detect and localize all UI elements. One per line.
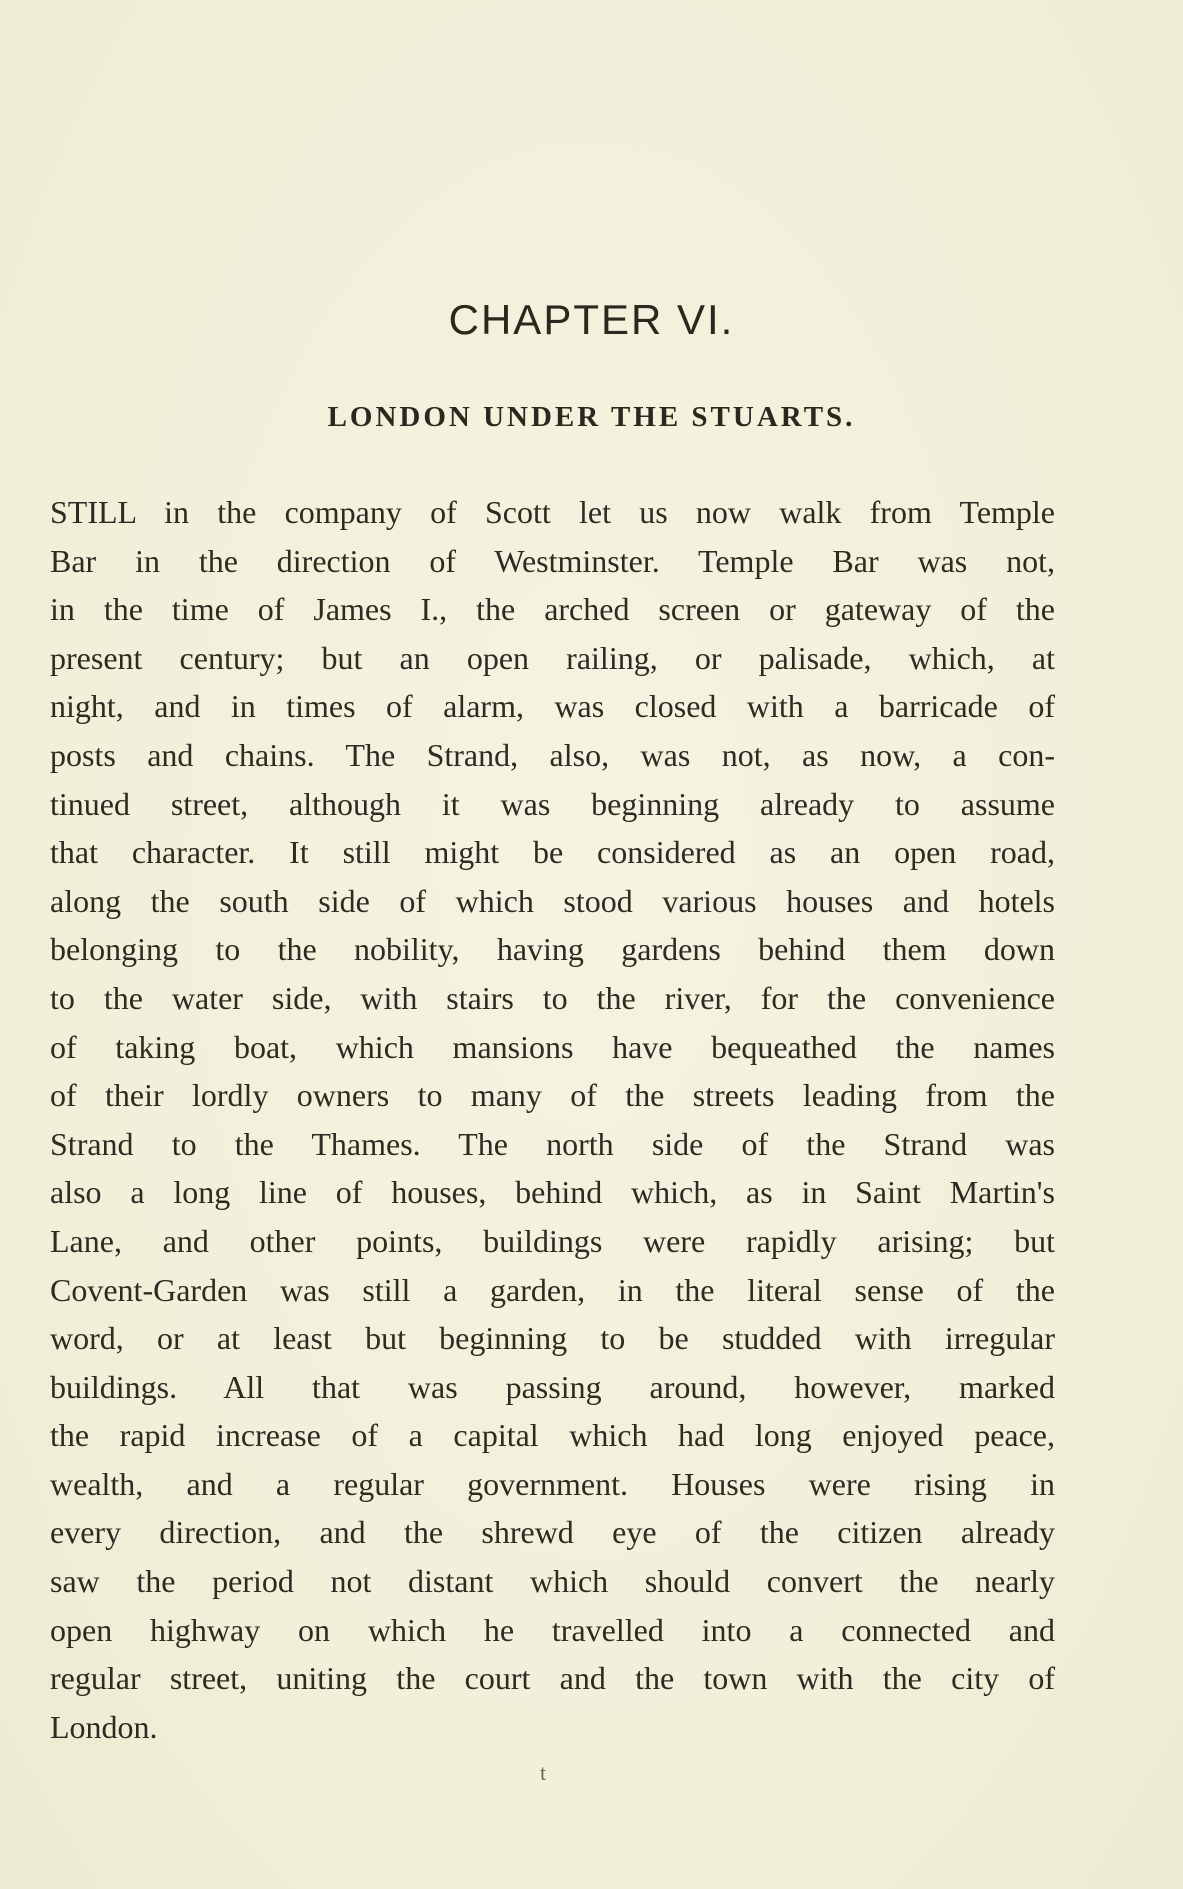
- text-line: belonging to the nobility, having gardens behind them down: [50, 931, 1055, 968]
- text-line: to the water side, with stairs to the river, for the convenience: [50, 979, 1055, 1016]
- text-line: night, and in times of alarm, was closed with a barricade of: [50, 688, 1055, 725]
- text-line: London.: [50, 1708, 158, 1745]
- text-line: of taking boat, which mansions have bequeathed the names: [50, 1028, 1055, 1065]
- text-line: Strand to the Thames. The north side of the Strand was: [50, 1125, 1055, 1162]
- text-line: Covent-Garden was still a garden, in the literal sense of the: [50, 1271, 1055, 1308]
- text-line: tinued street, although it was beginning already to assume: [50, 785, 1055, 822]
- text-line: regular street, uniting the court and the town with the city of: [50, 1660, 1055, 1697]
- text-line: that character. It still might be considered as an open road,: [50, 834, 1055, 871]
- text-line: in the time of James I., the arched screen or gateway of the: [50, 591, 1055, 628]
- text-line: Lane, and other points, buildings were rapidly arising; but: [50, 1222, 1055, 1259]
- body-paragraph: [50, 488, 1055, 1751]
- text-line: posts and chains. The Strand, also, was not, as now, a con-: [50, 736, 1055, 773]
- text-line: also a long line of houses, behind which, as in Saint Martin's: [50, 1174, 1055, 1211]
- text-line: wealth, and a regular government. Houses were rising in: [50, 1465, 1055, 1502]
- text-line: along the south side of which stood various houses and hotels: [50, 882, 1055, 919]
- text-line: every direction, and the shrewd eye of the citizen already: [50, 1514, 1055, 1551]
- text-line: the rapid increase of a capital which had long enjoyed peace,: [50, 1417, 1055, 1454]
- chapter-title: CHAPTER VI.: [448, 296, 735, 343]
- text-line: saw the period not distant which should convert the nearly: [50, 1563, 1055, 1600]
- page-mark: t: [540, 1760, 547, 1785]
- text-line: open highway on which he travelled into a connected and: [50, 1611, 1055, 1648]
- chapter-subtitle: LONDON UNDER THE STUARTS.: [327, 401, 856, 433]
- text-line: Bar in the direction of Westminster. Temple Bar was not,: [50, 542, 1055, 579]
- text-line: present century; but an open railing, or palisade, which, at: [50, 639, 1055, 676]
- text-line: buildings. All that was passing around, however, marked: [50, 1368, 1055, 1405]
- text-line: STILL in the company of Scott let us now walk from Temple: [50, 494, 1055, 530]
- text-line: of their lordly owners to many of the streets leading from the: [50, 1077, 1055, 1114]
- text-line: word, or at least but beginning to be studded with irregular: [50, 1320, 1055, 1357]
